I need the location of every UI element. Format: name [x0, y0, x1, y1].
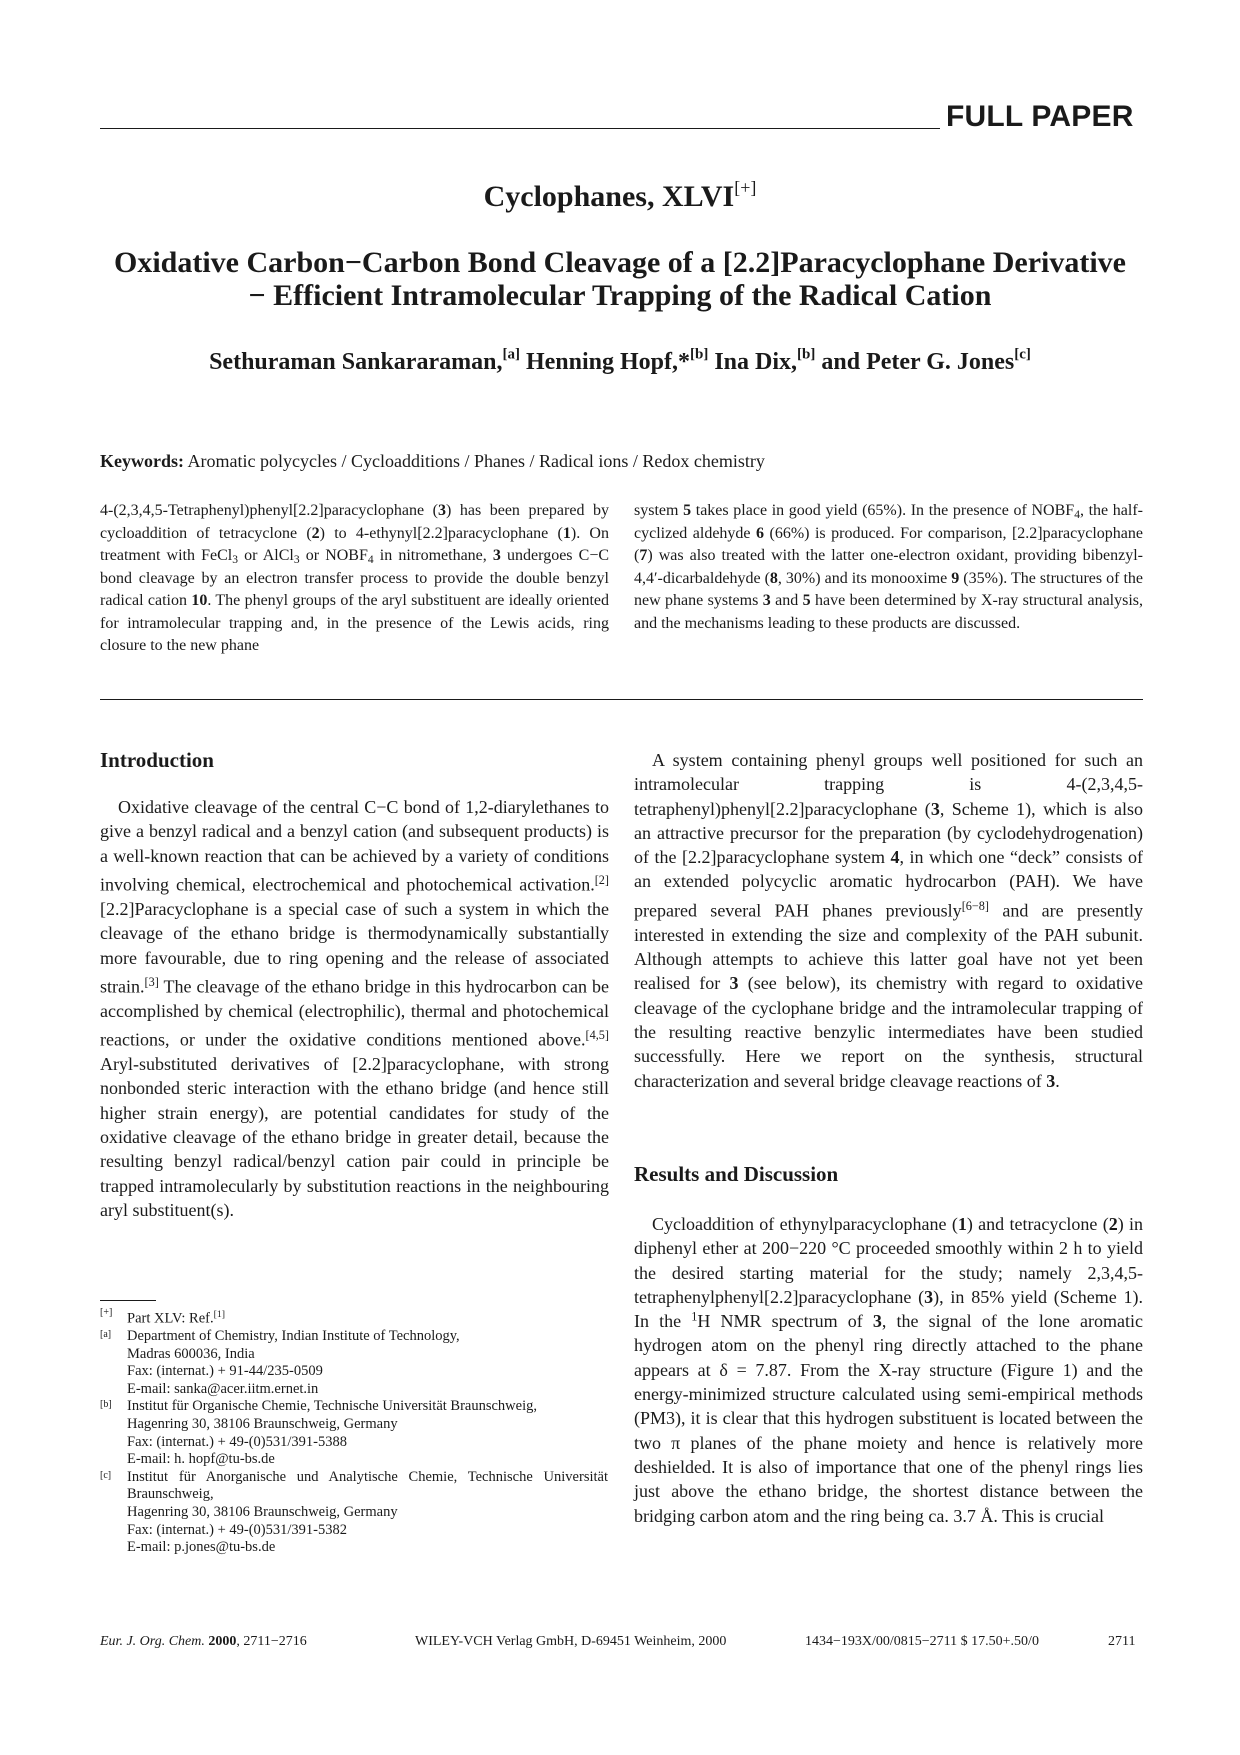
compound-number: 3: [930, 798, 940, 819]
abstract-paragraph-right: [634, 500, 1143, 635]
footnote-text: Part XLV: Ref.: [127, 1310, 214, 1327]
compound-number: 3: [437, 502, 446, 519]
text-run: ) has been prepared by cycloaddition of tetracyclone (: [100, 502, 610, 542]
text-run: and are presently interested in extending the size and complexity of the PAH subunit. Although attempts to achieve this latter goal have not yet been realised for: [634, 900, 1143, 994]
compound-number: 5: [683, 502, 692, 519]
affiliation-mark: [b]: [690, 346, 709, 363]
author-list: [0, 346, 1240, 376]
text-run: ). On treatment with FeCl: [100, 524, 609, 564]
footnote-line: Fax: (internat.) + 49-(0)531/391-5388: [127, 1433, 347, 1450]
keywords: [100, 451, 765, 472]
text-run: . The phenyl groups of the aryl substituent are ideally oriented for intramolecular trapping and, in the presence of the Lewis acids, ring closure to the new phane: [100, 592, 610, 654]
footnote-line: Department of Chemistry, Indian Institute of Technology,: [127, 1328, 460, 1345]
affiliation-mark: [b]: [797, 346, 816, 363]
text-run: in nitromethane,: [373, 547, 493, 564]
keywords-text: Aromatic polycycles / Cycloadditions / Phanes / Radical ions / Redox chemistry: [184, 451, 765, 471]
series-footnote-mark: [+]: [734, 177, 757, 198]
footnote-mark: [c]: [100, 1469, 112, 1481]
series-title-text: Cyclophanes, XLVI: [483, 180, 735, 213]
compound-number: 9: [951, 569, 960, 587]
footnote-affiliation-a: [100, 1328, 608, 1398]
results-paragraph-1: [634, 1212, 1143, 1528]
paper-title: [100, 246, 1140, 312]
text-run: H NMR spectrum of: [697, 1311, 873, 1332]
footnote-affiliation-b: [100, 1398, 608, 1468]
subscript: 3: [293, 553, 300, 566]
journal-pages: , 2711−2716: [236, 1634, 307, 1649]
subscript: 4: [367, 553, 374, 566]
footnote-series: [100, 1306, 608, 1328]
footnote-mark: [+]: [100, 1307, 113, 1318]
subscript: 3: [232, 553, 239, 566]
abstract-rule: [100, 699, 1143, 700]
text-run: ) to 4-ethynyl[2.2]paracyclophane (: [319, 524, 563, 542]
text-run: or NOBF: [299, 547, 368, 564]
compound-number: 3: [729, 973, 739, 994]
text-run: .: [1055, 1070, 1060, 1091]
author-name: and Peter G. Jones: [815, 349, 1015, 375]
abstract-right: [634, 500, 1143, 635]
compound-number: 3: [872, 1311, 882, 1332]
text-run: have been determined by X-ray structural analysis, and the mechanisms leading to these products are discussed.: [634, 592, 1144, 632]
text-run: , in which one “deck” consists of an extended polycyclic aromatic hydrocarbon (PAH). We have prepared several PAH phanes previously: [634, 847, 1143, 921]
text-run: 4-(2,3,4,5-Tetraphenyl)phenyl[2.2]paracyclophane (: [100, 502, 438, 519]
compound-number: 10: [191, 592, 208, 609]
footnote-line: Fax: (internat.) + 91-44/235-0509: [127, 1363, 323, 1380]
text-run: ) in diphenyl ether at 200−220 °C proceeded smoothly within 2 h to yield the desired starting material for the study; namely 2,3,4,5-tetraphenylphenyl[2.2]paracyclophane (: [634, 1214, 1144, 1307]
text-run: and: [770, 592, 803, 609]
article-code: 1434−193X/00/0815−2711 $ 17.50+.50/0: [805, 1634, 1039, 1649]
footnote-mark: [b]: [100, 1399, 112, 1411]
abstract-paragraph-left: [100, 500, 609, 658]
author-name: Henning Hopf,*: [519, 349, 690, 375]
text-run: [2.2]Paracyclophane is a special case of such a system in which the cleavage of the ethano bridge is thermodynamically substantially more favourable, due to ring opening and the release of associated strain.: [100, 898, 609, 997]
citation: [3]: [144, 974, 159, 989]
compound-number: 3: [924, 1286, 934, 1307]
text-run: Cycloaddition of ethynylparacyclophane (: [652, 1214, 958, 1234]
journal-name: Eur. J. Org. Chem.: [100, 1634, 205, 1649]
compound-number: 2: [311, 524, 320, 542]
series-title: [0, 177, 1240, 214]
citation: [4,5]: [585, 1028, 609, 1043]
compound-number: 3: [1046, 1070, 1056, 1091]
affiliation-mark: [c]: [1014, 346, 1031, 363]
compound-number: 1: [957, 1214, 967, 1234]
footnote-line: Hagenring 30, 38106 Braunschweig, Germany: [127, 1503, 398, 1520]
footnote-email: E-mail: h. hopf@tu-bs.de: [127, 1451, 275, 1468]
keywords-label: Keywords:: [100, 451, 184, 471]
footnote-mark: [a]: [100, 1329, 112, 1341]
footnote-line: Hagenring 30, 38106 Braunschweig, Germany: [127, 1415, 398, 1432]
compound-number: 6: [756, 524, 765, 542]
text-run: The cleavage of the ethano bridge in this hydrocarbon can be accomplished by chemical (electrophilic), thermal and photochemical reactions, or under the oxidative conditions mentioned above.: [100, 976, 609, 1050]
compound-number: 5: [802, 592, 811, 609]
text-run: A system containing phenyl groups well positioned for such an intramolecular trapping is 4-(2,3,4,5-tetraphenyl)phenyl[2.2]paracyclophane (: [634, 750, 1143, 819]
paper-title-line-1: Oxidative Carbon−Carbon Bond Cleavage of a [2.2]Paracyclophane Derivative: [113, 246, 1127, 279]
text-run: takes place in good yield (65%). In the presence of NOBF: [691, 502, 1075, 519]
results-heading: Results and Discussion: [634, 1162, 839, 1186]
paragraph: [634, 748, 1143, 1093]
introduction-paragraph-1: [100, 795, 609, 1222]
affiliation-mark: [a]: [502, 346, 520, 363]
text-run: (66%) is produced. For comparison, [2.2]paracyclophane (: [634, 524, 1143, 564]
text-run: , the signal of the lone aromatic hydrogen atom on the phenyl ring directly attached to the phane appears at δ = 7.87. From the X-ray structure (Figure 1) and the energy-minimized structure calculated using semi-empirical methods (PM3), it is clear that this hydrogen substituent is located between the two π planes of the phane moiety and hence is relatively more deshielded. It is also of importance that one of the phenyl rings lies just above the ethano bridge, the shortest distance between the bridging carbon atom and the ring being ca. 3.7 Å. This is crucial: [634, 1311, 1144, 1526]
page-number: 2711: [1108, 1634, 1136, 1649]
footnote-email: E-mail: p.jones@tu-bs.de: [127, 1539, 276, 1556]
text-run: (35%). The structures of the new phane systems: [634, 569, 1144, 609]
footnote-line: Fax: (internat.) + 49-(0)531/391-5382: [127, 1521, 347, 1538]
introduction-paragraph-2: [634, 748, 1143, 1093]
citation: [6−8]: [961, 898, 989, 913]
text-run: undergoes C−C bond cleavage by an electron transfer process to provide the double benzyl radical cation: [100, 547, 610, 609]
text-run: or AlCl: [238, 547, 294, 564]
text-run: system: [634, 502, 684, 519]
text-run: ) and tetracyclone (: [966, 1214, 1109, 1234]
text-run: Aryl-substituted derivatives of [2.2]paracyclophane, with strong nonbonded steric interaction with the ethano bridge (and hence still higher strain energy), are potential candidates for study of the oxidative cleavage of the ethano bridge in greater detail, because the resulting benzyl radical/benzyl cation pair could in principle be trapped intramolecularly by substitution reactions in the neighbouring aryl substituent(s).: [100, 1054, 609, 1220]
footnote-line: Institut für Organische Chemie, Technische Universität Braunschweig,: [127, 1398, 537, 1415]
compound-number: 2: [1108, 1214, 1118, 1234]
compound-number: 4: [890, 847, 900, 868]
section-label: FULL PAPER: [946, 100, 1134, 133]
footnote-email: E-mail: sanka@acer.iitm.ernet.in: [127, 1380, 319, 1397]
text-run: ), in 85% yield (Scheme 1). In the: [634, 1286, 1143, 1332]
compound-number: 3: [492, 547, 501, 564]
author-name: Sethuraman Sankararaman,: [209, 349, 503, 375]
author-name: Ina Dix,: [708, 349, 798, 375]
text-run: , the half-cyclized aldehyde: [634, 502, 1144, 542]
header-rule: [100, 128, 940, 129]
paper-title-line-2: − Efficient Intramolecular Trapping of the Radical Cation: [248, 279, 992, 312]
text-run: Oxidative cleavage of the central C−C bond of 1,2-diarylethanes to give a benzyl radical and a benzyl cation (and subsequent products) is a well-known reaction that can be achieved by a variety of conditions involving chemical, electrochemical and photochemical activation.: [100, 797, 609, 895]
abstract-left: [100, 500, 609, 658]
footnote-line: Institut für Anorganische und Analytische Chemie, Technische Universität Braunschweig,: [127, 1468, 608, 1503]
compound-number: 8: [769, 569, 778, 587]
citation: [1]: [213, 1309, 226, 1320]
journal-citation: [100, 1634, 307, 1650]
text-run: (see below), its chemistry with regard to oxidative cleavage of the cyclophane bridge and the intramolecular trapping of the resulting reactive benzylic intermediates have been studied successfully. Here we report on the synthesis, structural characterization and several bridge cleavage reactions of: [634, 973, 1143, 1091]
compound-number: 1: [562, 524, 571, 542]
compound-number: 3: [762, 592, 771, 609]
publisher-line: WILEY-VCH Verlag GmbH, D-69451 Weinheim, 2000: [415, 1634, 727, 1649]
affiliation-footnotes: [100, 1306, 608, 1557]
paragraph: [634, 1212, 1143, 1528]
text-run: , Scheme 1), which is also an attractive precursor for the preparation (by cyclodehydrogenation) of the [2.2]paracyclophane system: [634, 798, 1143, 868]
footnote-line: Madras 600036, India: [127, 1345, 255, 1362]
text-run: , 30%) and its monooxime: [777, 569, 952, 587]
citation: [2]: [594, 872, 609, 887]
paragraph: [100, 795, 609, 1222]
superscript: 1: [691, 1309, 698, 1324]
text-run: ) was also treated with the latter one-electron oxidant, providing bibenzyl-4,4′-dicarbaldehyde (: [634, 547, 1143, 587]
subscript: 4: [1074, 508, 1080, 521]
footnote-affiliation-c: [100, 1469, 608, 1557]
journal-year: 2000: [208, 1634, 237, 1649]
footnote-rule: [100, 1300, 156, 1301]
compound-number: 7: [639, 547, 648, 564]
introduction-heading: Introduction: [100, 748, 214, 772]
